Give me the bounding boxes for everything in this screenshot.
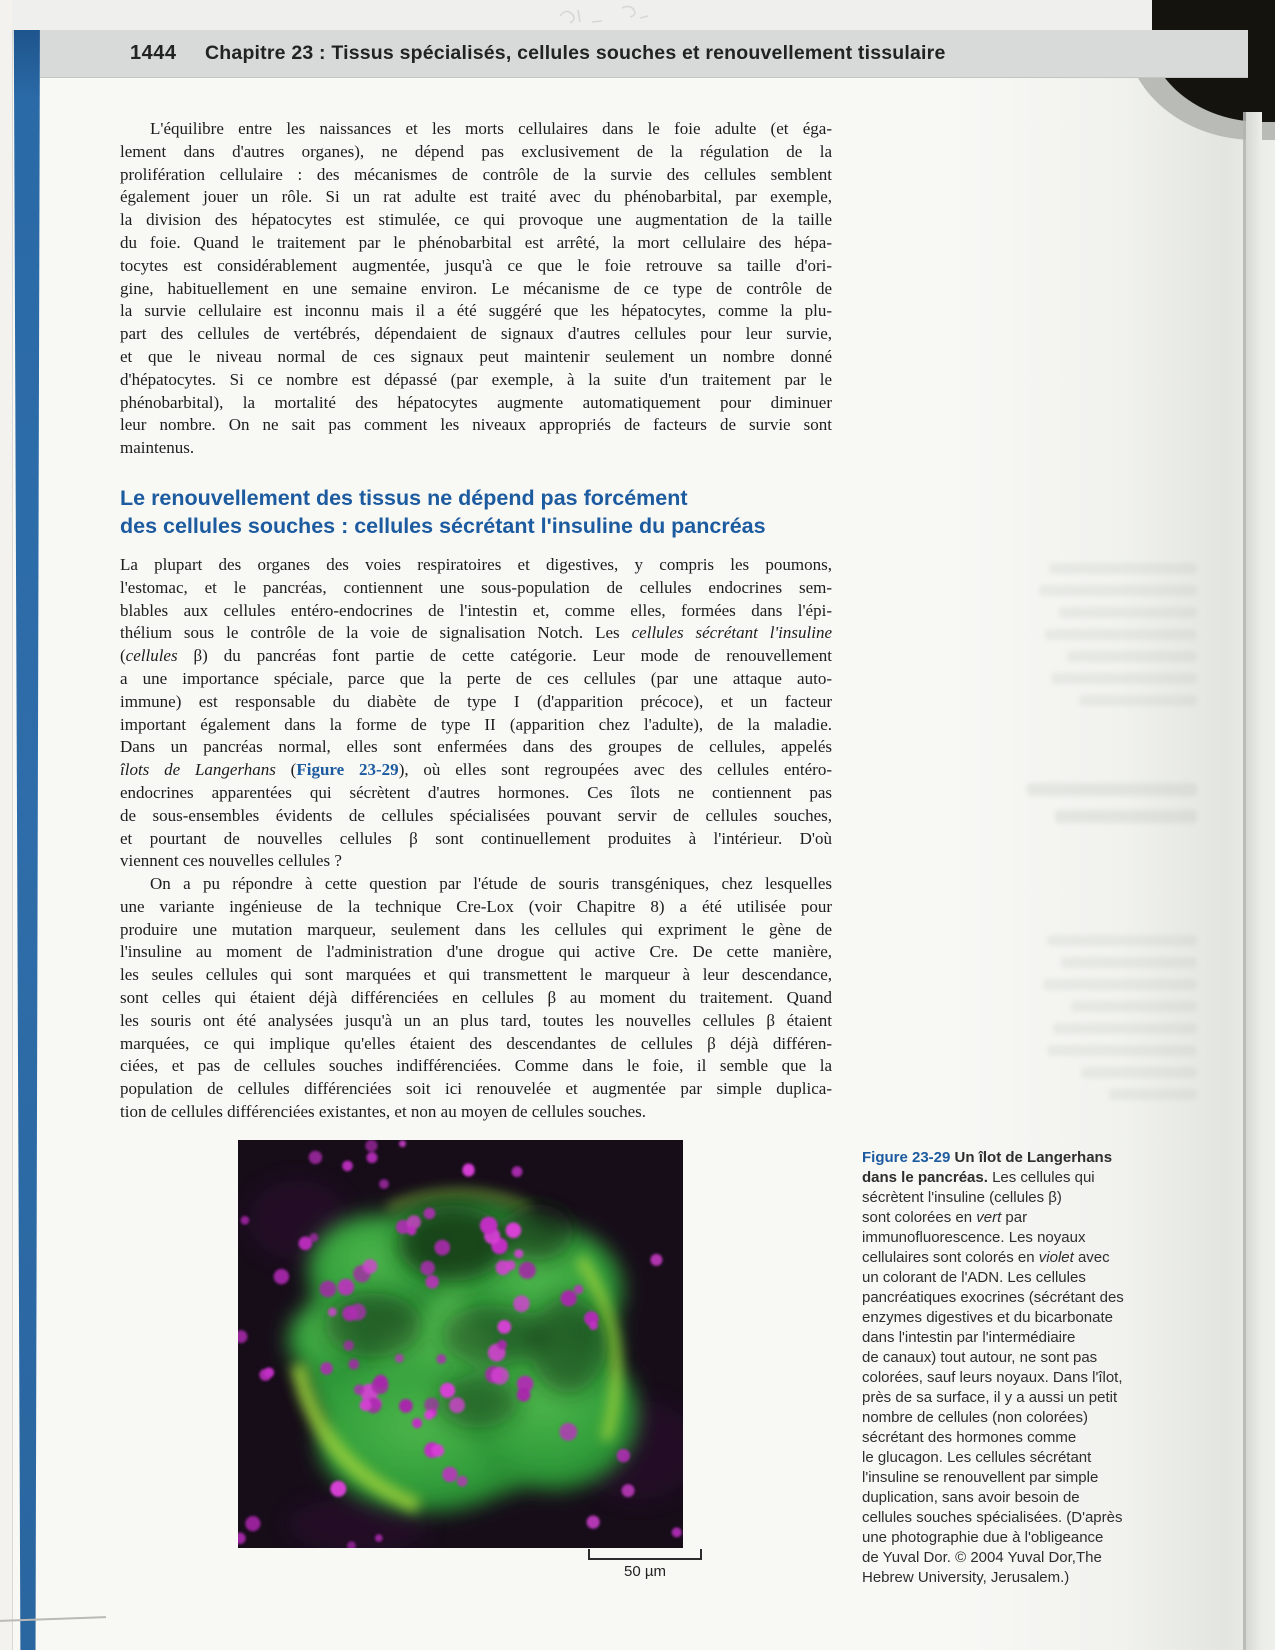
bleed-through-line [1059, 607, 1197, 618]
micrograph-islet-of-langerhans [238, 1140, 683, 1548]
paragraph-cre-lox-experiment: On a pu répondre à cette question par l'étude de souris transgéniques, chez lesquelles une variante ingénieuse de la technique Cre-Lox (voir Chapitre 8) a été utilisée pour produire une mutation marqueur, seulement dans les cellules qui expriment le gène de l'insuline au moment de l'administration d'une drogue qui active Cre. De cette manière, les seules cellules qui sont marquées et qui transmettent le marqueur à leur descendance, sont celles qui étaient déjà différenciées en cellules β au moment du traitement. Quand les souris ont été analysées jusqu'à un an plus tard, toutes les nouvelles cellules β étaient marquées, ce qui implique qu'elles étaient des descendantes de cellules β déjà différen- ciées, et pas de cellules souches indifférenciées. Comme dans le foie, il semble que la population de cellules différenciées soit ici renouvelée et augmentée par simple duplica- tion de cellules différenciées existantes, et non au moyen de cellules souches. [120, 874, 832, 1121]
bleed-through-line [1079, 695, 1197, 706]
bleed-through-line [1049, 563, 1197, 574]
scale-bar-bracket [588, 1549, 702, 1560]
bleed-through-line [1027, 783, 1197, 796]
bleed-through-line [1061, 957, 1197, 968]
page-header [40, 30, 1248, 78]
bleed-through-line [1081, 1067, 1197, 1078]
figure-caption: Figure 23-29 Un îlot de Langerhans dans le pancréas. Les cellules qui sécrètent l'insuline (cellules β) sont colorées en vert par immunofluorescence. Les noyaux cellulaires sont colorés en violet avec un colorant de l'ADN. Les cellules pancréatiques exocrines (sécrétant des enzymes digestives et du bicarbonate dans l'intestin par l'intermédiaire de canaux) tout autour, ne sont pas colorées, sauf leurs noyaux. Dans l'îlot, près de sa surface, il y a aussi un petit nombre de cellules (non colorées) sécrétant des hormones comme le glucagon. Les cellules sécrétant l'insuline se renouvellent par simple duplication, sans avoir besoin de cellules souches spécialisées. (D'après une photographie due à l'obligeance de Yuval Dor. © 2004 Yuval Dor,The Hebrew University, Jerusalem.) [862, 1149, 1124, 1586]
bleed-through-line [1043, 979, 1197, 990]
bleed-through-line [1039, 585, 1197, 596]
page-number: 1444 [130, 42, 177, 64]
bleed-through-line [1071, 1001, 1197, 1012]
bleed-through-line [1045, 629, 1197, 640]
book-spine-stripe [12, 0, 40, 1650]
bleed-through-line [1053, 1023, 1197, 1034]
paragraph-liver-cell-survival: L'équilibre entre les naissances et les morts cellulaires dans le foie adulte (et éga- lement dans d'autres organes), ne dépend pas exclusivement de la régulation de la prolifération cellulaire : des mécanismes de contrôle de la survie des cellules semblent également jouer un rôle. Si un rat adulte est traité avec du phénobarbital, par exemple, la division des hépatocytes est stimulée, ce qui provoque une augmentation de la taille du foie. Quand le traitement par le phénobarbital est arrêté, la mort cellulaire des hépa- tocytes est considérablement augmentée, jusqu'à ce que le foie retrouve sa taille d'ori- gine, habituellement en une semaine environ. Le mécanisme de ce type de contrôle de la survie cellulaire est inconnu mais il a été suggéré que les hépatocytes, comme la plu- part des cellules de vertébrés, dépendaient de signaux d'autres cellules pour leur survie, et que le niveau normal de ces signaux peut maintenir seulement un nombre donné d'hépatocytes. Si ce nombre est dépassé (par exemple, à la suite d'un traitement par le phénobarbital), la mortalité des hépatocytes augmente automatiquement pour diminuer leur nombre. On ne sait pas comment les niveaux appropriés de facteurs de survie sont maintenus. [120, 119, 832, 458]
chapter-title: Chapitre 23 : Tissus spécialisés, cellules souches et renouvellement tissulaire [205, 42, 946, 64]
paragraph-insulin-cells: La plupart des organes des voies respiratoires et digestives, y compris les poumons, l'estomac, et le pancréas, contiennent une sous-population de cellules endocrines sem- blables aux cellules entéro-endocrines de l'intestin et, comme elles, formées dans l'épi- thélium sous le contrôle de la voie de signalisation Notch. Les cellules sécrétant l'insuline (cellules β) du pancréas font partie de cette catégorie. Leur mode de renouvellement a une importance spéciale, parce que la perte de ces cellules (par une attaque auto- immune) est responsable du diabète de type I (d'apparition précoce), et un facteur important également dans la forme de type II (apparition chez l'adulte), de la maladie. Dans un pancréas normal, elles sont enfermées dans des groupes de cellules, appelés îlots de Langerhans (Figure 23-29), où elles sont regroupées avec des cellules entéro- endocrines apparentées qui sécrètent d'autres hormones. Ces îlots ne contiennent pas de sous-ensembles évidents de cellules spécialisées pouvant servir de cellules souches, et pourtant de nouvelles cellules β sont continuellement produites à l'intérieur. D'où viennent ces nouvelles cellules ? [120, 555, 832, 871]
scale-bar-label: 50 µm [624, 1563, 666, 1580]
scale-bar [588, 1549, 702, 1580]
left-paper-edge [0, 0, 13, 1650]
bleed-through-line [1055, 810, 1197, 823]
section-heading: Le renouvellement des tissus ne dépend pas forcément des cellules souches : cellules sécrétant l'insuline du pancréas [120, 486, 766, 538]
bleed-through-line [1109, 1089, 1197, 1100]
bleed-through-line [1067, 651, 1197, 662]
page-edge-shade [1246, 112, 1262, 1650]
pencil-mark [0, 1616, 106, 1622]
bleed-through-line [1047, 935, 1197, 946]
bleed-through-line [1047, 1045, 1197, 1056]
bleed-through-line [1051, 673, 1197, 684]
